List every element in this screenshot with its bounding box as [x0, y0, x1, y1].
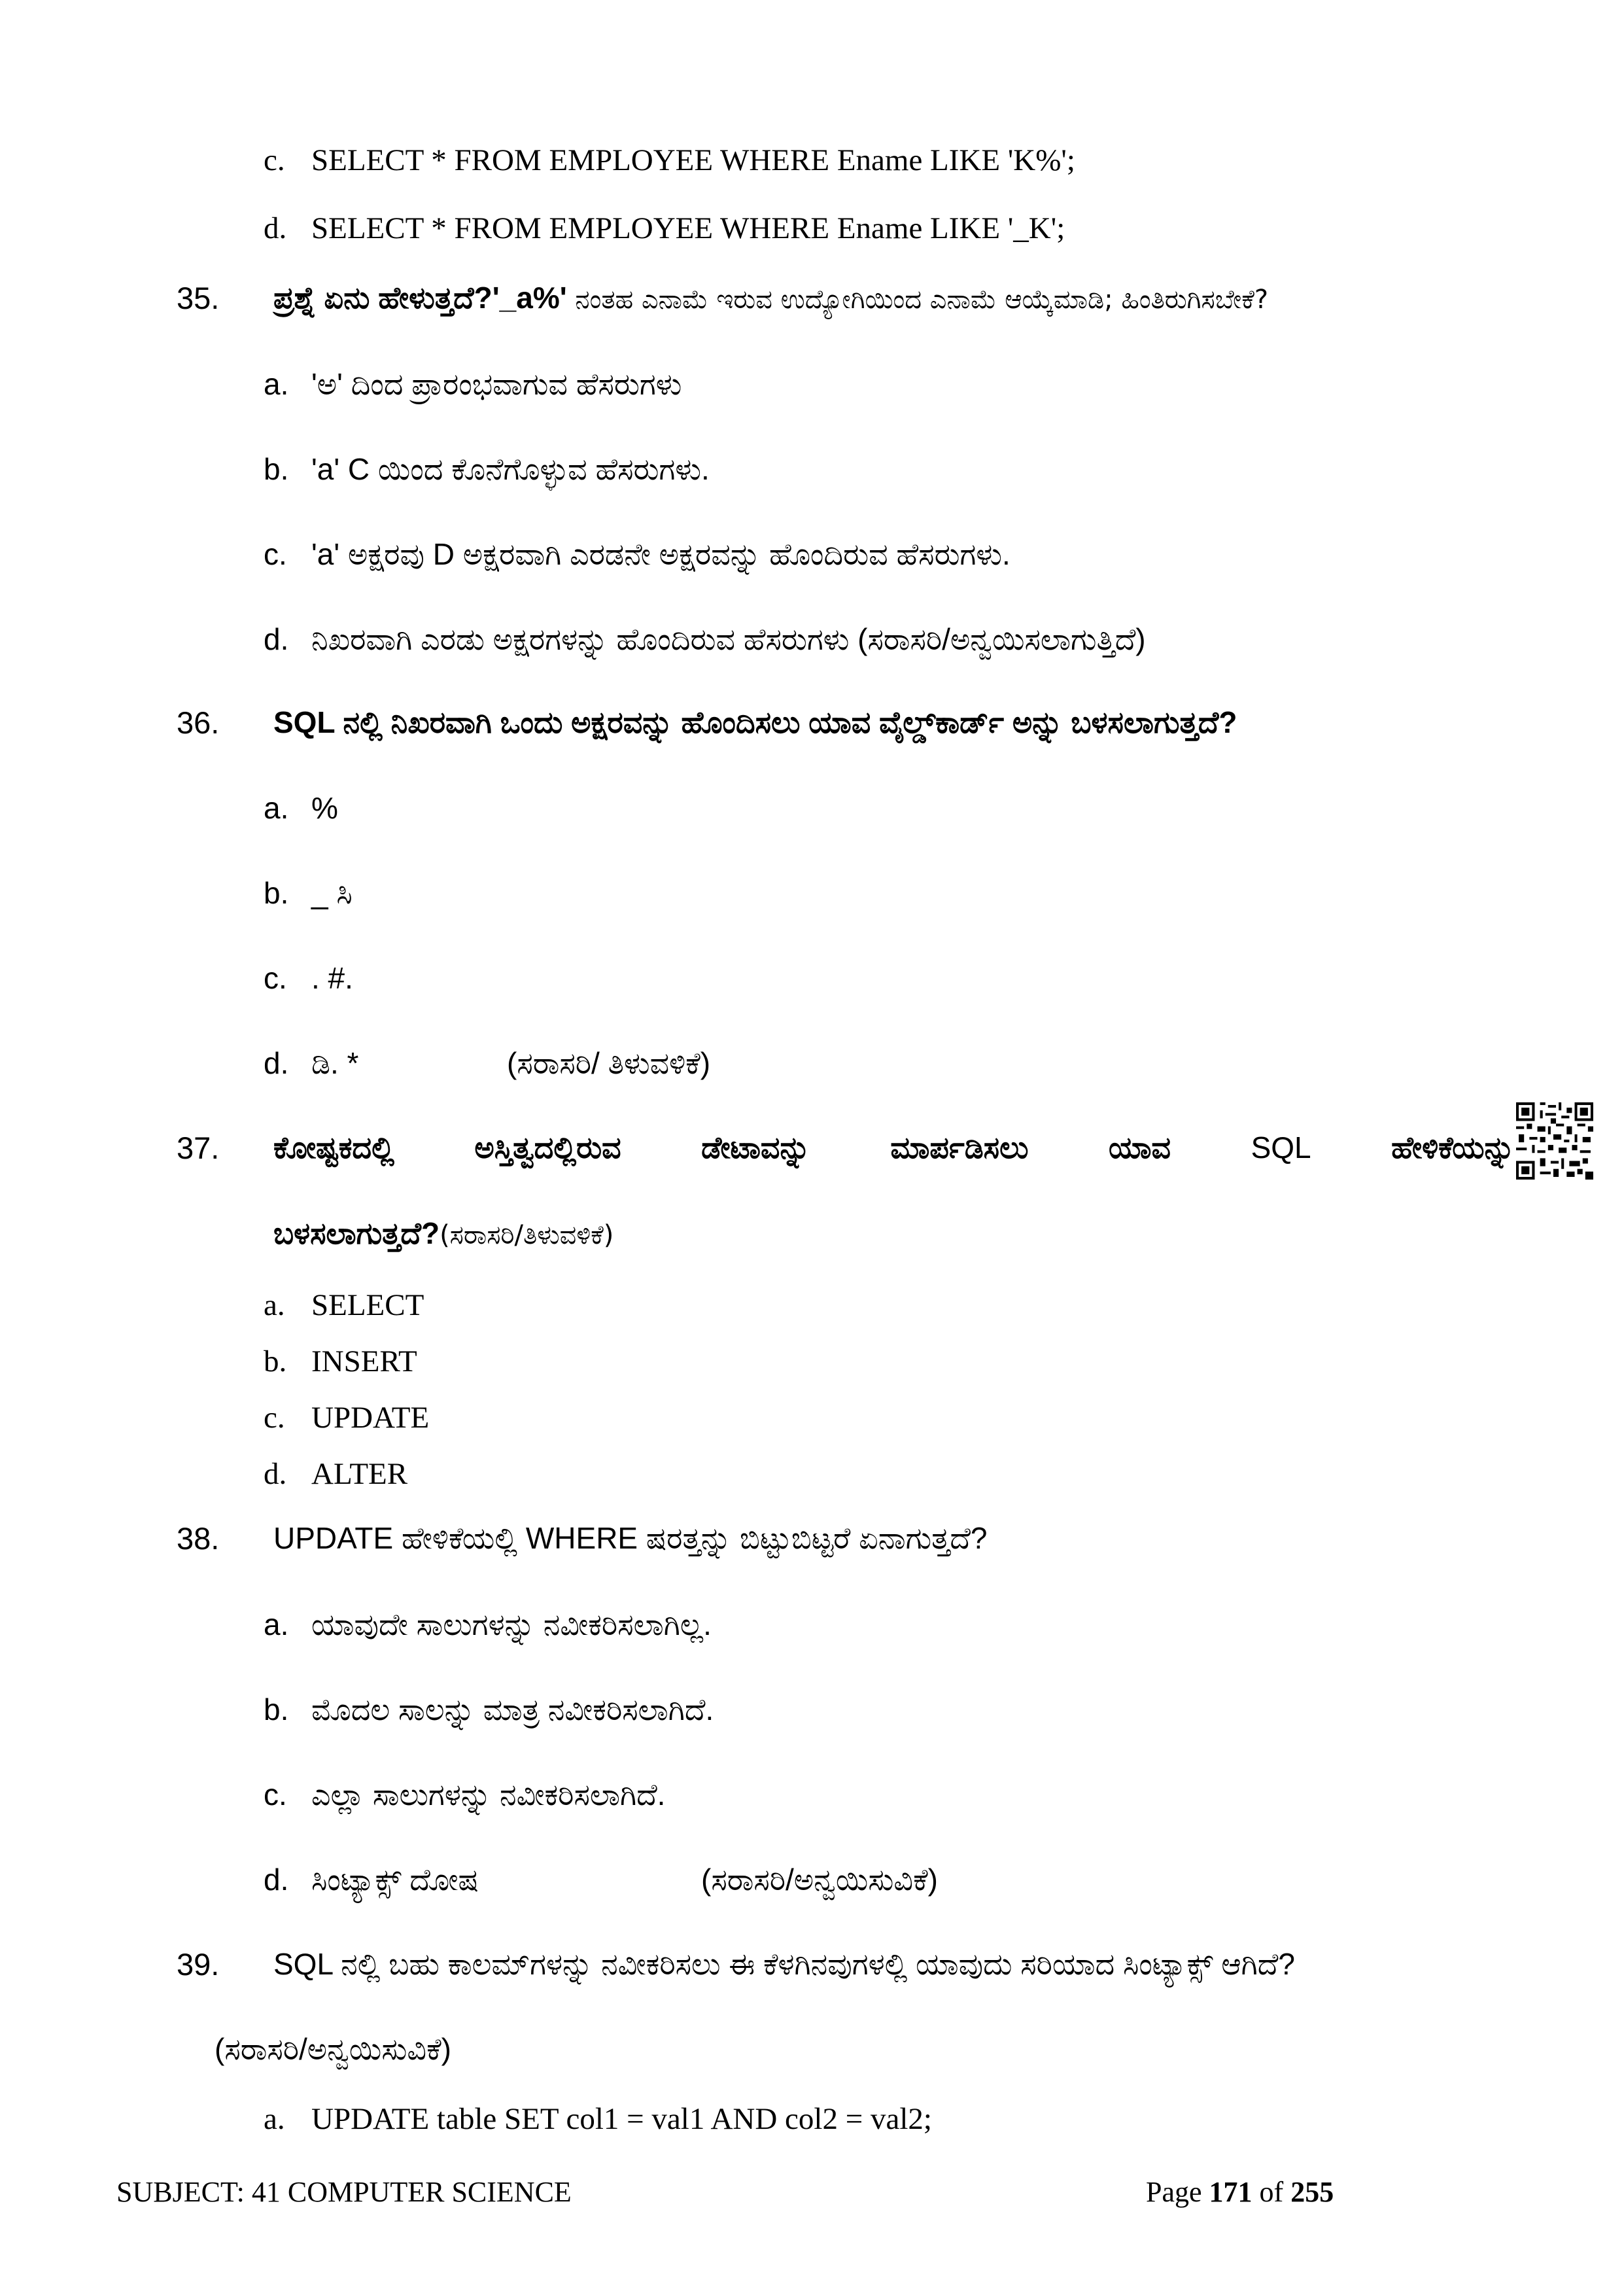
question-number: 38.	[177, 1521, 220, 1556]
option-letter: c.	[264, 143, 285, 177]
option-letter: c.	[264, 1401, 285, 1435]
option-text: _ ಸಿ	[311, 876, 353, 910]
question-number: 39.	[177, 1947, 220, 1982]
question-word: ಹೇಳಿಕೆಯನ್ನು	[1391, 1130, 1515, 1165]
question-number: 36.	[177, 705, 220, 740]
option-letter: d.	[264, 622, 289, 656]
option-letter: a.	[264, 791, 289, 825]
option-letter: a.	[264, 1607, 289, 1641]
option-text: INSERT	[311, 1344, 417, 1378]
footer-page-number	[1146, 2175, 1334, 2209]
option-letter: a.	[264, 367, 289, 401]
option-letter: c.	[264, 537, 287, 571]
option-text: UPDATE	[311, 1401, 430, 1435]
option-text: UPDATE table SET col1 = val1 AND col2 = val2;	[311, 2102, 932, 2136]
option-text: SELECT * FROM EMPLOYEE WHERE Ename LIKE 'K%';	[311, 143, 1075, 177]
difficulty-note: (ಸರಾಸರಿ/ ತಿಳುವಳಿಕೆ)	[507, 1046, 711, 1080]
option-text: . #.	[311, 961, 353, 995]
option-text: %	[311, 791, 338, 825]
option-text: ಯಾವುದೇ ಸಾಲುಗಳನ್ನು ನವೀಕರಿಸಲಾಗಿಲ್ಲ.	[311, 1607, 712, 1641]
option-text: SELECT * FROM EMPLOYEE WHERE Ename LIKE '_K';	[311, 211, 1065, 245]
qr-code-icon	[1516, 1102, 1593, 1180]
option-letter: b.	[264, 452, 289, 486]
question-word: ಕೋಷ್ಟಕದಲ್ಲಿ	[273, 1130, 394, 1165]
option-letter: b.	[264, 1692, 289, 1726]
question-text: SQL ನಲ್ಲಿ ಬಹು ಕಾಲಮ್‌ಗಳನ್ನು ನವೀಕರಿಸಲು ಈ ಕೆಳಗಿನವುಗಳಲ್ಲಿ ಯಾವುದು ಸರಿಯಾದ ಸಿಂಟ್ಯಾಕ್ಸ್ ಆಗಿದೆ?	[273, 1947, 1295, 1981]
option-text: ಮೊದಲ ಸಾಲನ್ನು ಮಾತ್ರ ನವೀಕರಿಸಲಾಗಿದೆ.	[311, 1692, 714, 1726]
question-text-rest: ನಂತಹ ಎನಾಮೆ ಇರುವ ಉದ್ಯೋಗಿಯಿಂದ ಎನಾಮೆ ಆಯ್ಕೆಮಾಡಿ; ಹಿಂತಿರುಗಿಸಬೇಕೆ?	[566, 285, 1269, 315]
option-letter: b.	[264, 876, 289, 910]
option-letter: c.	[264, 1778, 287, 1812]
question-text: UPDATE ಹೇಳಿಕೆಯಲ್ಲಿ WHERE ಷರತ್ತನ್ನು ಬಿಟ್ಟುಬಿಟ್ಟರೆ ಏನಾಗುತ್ತದೆ?	[273, 1521, 988, 1555]
option-text: ಸಿಂಟ್ಯಾಕ್ಸ್ ದೋಷ	[311, 1863, 479, 1897]
question-word: ಅಸ್ತಿತ್ವದಲ್ಲಿರುವ	[474, 1130, 621, 1165]
page-current: 171	[1209, 2176, 1253, 2208]
question-text	[273, 1130, 1515, 1166]
option-letter: d.	[264, 1863, 289, 1897]
question-text: SQL ನಲ್ಲಿ ನಿಖರವಾಗಿ ಒಂದು ಅಕ್ಷರವನ್ನು ಹೊಂದಿಸಲು ಯಾವ ವೈಲ್ಡ್‌ಕಾರ್ಡ್ ಅನ್ನು ಬಳಸಲಾಗುತ್ತದೆ?	[273, 705, 1237, 739]
question-number: 37.	[177, 1130, 220, 1165]
question-word: ಯಾವ	[1109, 1130, 1171, 1165]
difficulty-note: (ಸರಾಸರಿ/ಅನ್ವಯಿಸುವಿಕೆ)	[215, 2032, 451, 2066]
question-word: SQL	[1251, 1130, 1311, 1165]
question-word: ಡೇಟಾವನ್ನು	[701, 1130, 810, 1165]
option-text: 'a' C ಯಿಂದ ಕೊನೆಗೊಳ್ಳುವ ಹೆಸರುಗಳು.	[311, 452, 710, 486]
option-text: SELECT	[311, 1288, 424, 1322]
option-letter: d.	[264, 211, 287, 245]
question-word: ಮಾರ್ಪಡಿಸಲು	[890, 1130, 1029, 1165]
question-text-continued	[273, 1216, 613, 1252]
question-text	[273, 280, 1268, 317]
page-of: of	[1252, 2176, 1291, 2208]
option-text: ಎಲ್ಲಾ ಸಾಲುಗಳನ್ನು ನವೀಕರಿಸಲಾಗಿದೆ.	[311, 1778, 666, 1812]
page-prefix: Page	[1146, 2176, 1209, 2208]
option-letter: a.	[264, 2102, 285, 2136]
option-text: 'a' ಅಕ್ಷರವು D ಅಕ್ಷರವಾಗಿ ಎರಡನೇ ಅಕ್ಷರವನ್ನು ಹೊಂದಿರುವ ಹೆಸರುಗಳು.	[311, 537, 1011, 571]
option-text: ಡಿ. *	[311, 1046, 359, 1080]
option-text: ನಿಖರವಾಗಿ ಎರಡು ಅಕ್ಷರಗಳನ್ನು ಹೊಂದಿರುವ ಹೆಸರುಗಳು (ಸರಾಸರಿ/ಅನ್ವಯಿಸಲಾಗುತ್ತಿದೆ)	[311, 622, 1146, 656]
option-letter: d.	[264, 1457, 287, 1491]
option-text: ALTER	[311, 1457, 408, 1491]
footer-subject: SUBJECT: 41 COMPUTER SCIENCE	[116, 2176, 572, 2208]
difficulty-note: (ಸರಾಸರಿ/ಅನ್ವಯಿಸುವಿಕೆ)	[701, 1863, 938, 1897]
option-letter: d.	[264, 1046, 289, 1080]
question-text-bold: ಬಳಸಲಾಗುತ್ತದೆ?	[273, 1216, 440, 1250]
page-total: 255	[1290, 2176, 1334, 2208]
difficulty-note: (ಸರಾಸರಿ/ತಿಳುವಳಿಕೆ)	[440, 1220, 614, 1250]
option-text: 'ಅ' ದಿಂದ ಪ್ರಾರಂಭವಾಗುವ ಹೆಸರುಗಳು	[311, 367, 682, 401]
option-letter: b.	[264, 1344, 287, 1378]
question-number: 35.	[177, 281, 220, 315]
option-letter: c.	[264, 961, 287, 995]
question-text-bold: ಪ್ರಶ್ನೆ ಏನು ಹೇಳುತ್ತದೆ?'_a%'	[273, 281, 567, 315]
option-letter: a.	[264, 1288, 285, 1322]
